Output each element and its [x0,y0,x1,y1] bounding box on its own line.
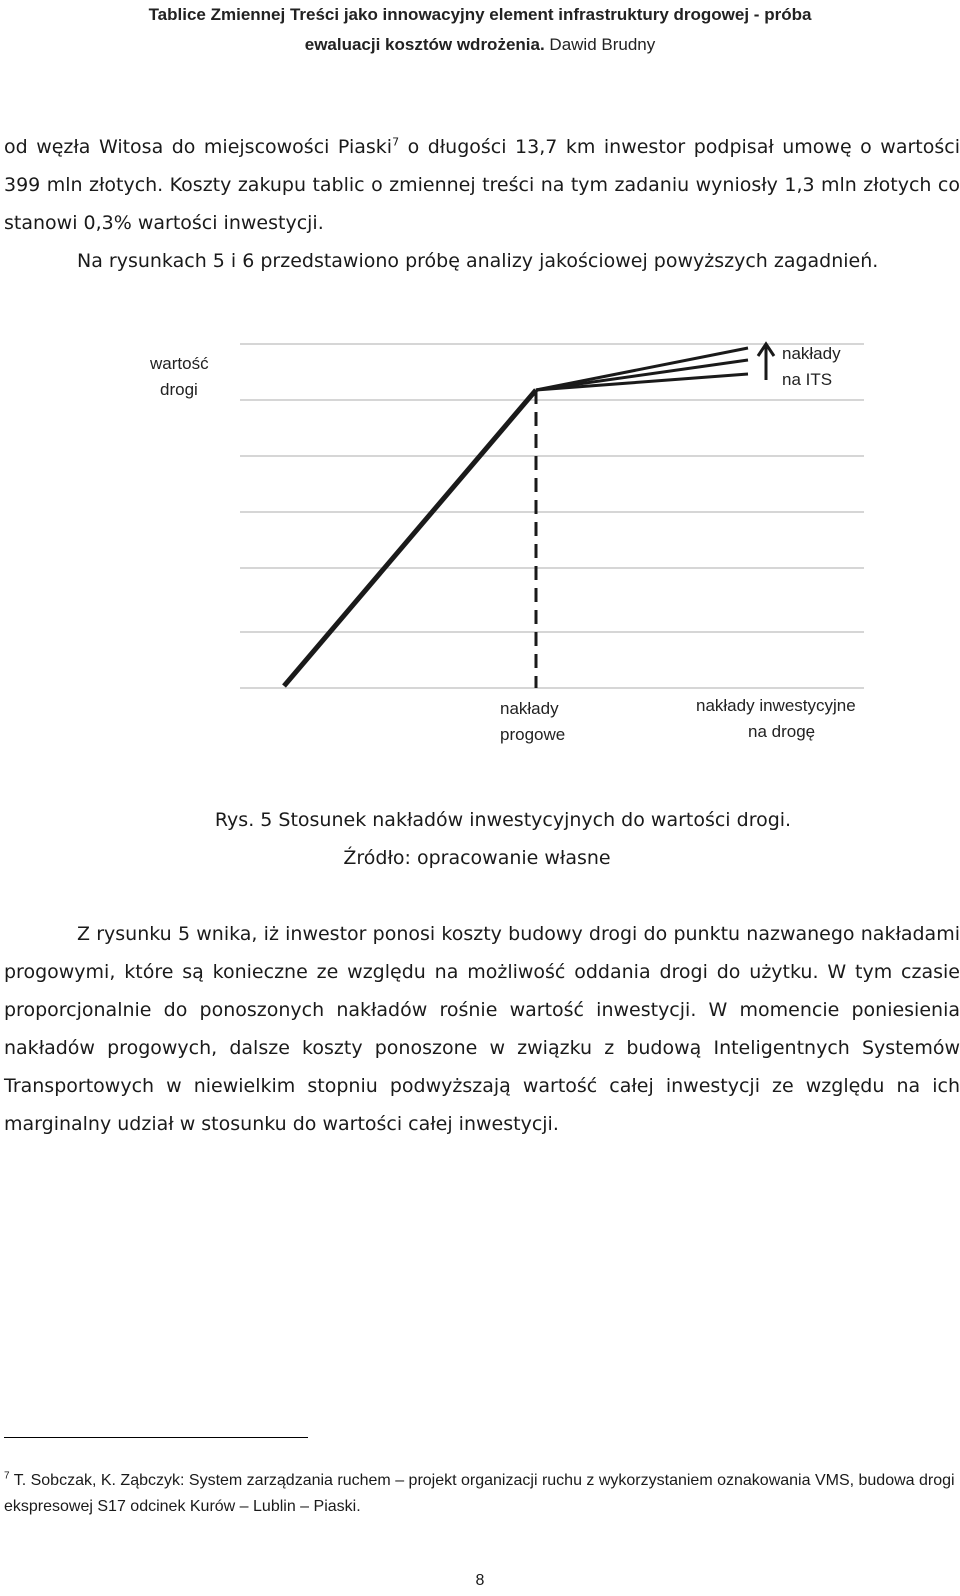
page-number: 8 [475,1572,485,1589]
running-header [0,0,960,60]
footnote [4,1468,960,1520]
y-axis-label-line-2: drogi [160,380,198,399]
footnote-ref: 7 [392,135,400,149]
x-axis-label-line-2: na drogę [748,722,816,741]
caption-source: Źródło: opracowanie własne [343,847,611,869]
up-arrow-icon [758,344,774,380]
footnote-number: 7 [4,1470,10,1482]
header-author: Dawid Brudny [544,35,656,54]
its-spending-lines [536,348,748,390]
its-label-line-2: na ITS [782,370,833,389]
footnote-text: T. Sobczak, K. Ząbczyk: System zarządzania ruchem – projekt organizacji ruchu z wykorzystaniem oznakowania VMS, budowa drogi ekspresowej S17 odcinek Kurów – Lublin – Piaski. [4,1472,955,1515]
header-line-1: Tablice Zmiennej Treści jako innowacyjny element infrastruktury drogowej - próba [148,5,812,24]
value-growth-line [284,390,536,686]
grid-lines [240,344,864,688]
paragraph-3: Z rysunku 5 wnika, iż inwestor ponosi koszty budowy drogi do punktu nazwanego nakładami progowymi, które są konieczne ze względu na możliwość oddania drogi do użytku. W tym czasie proporcjonalnie do ponoszonych nakładów rośnie wartość inwestycji. W momencie poniesienia nakładów progowych, dalsze koszty ponoszone w związku z budową Inteligentnych Systemów Transportowych w niewielkim stopniu podwyższają wartość całej inwestycji ze względu na ich marginalny udział w stosunku do wartości całej inwestycji. [4,923,960,1135]
caption-title: Rys. 5 Stosunek nakładów inwestycyjnych do wartości drogi. [214,809,792,831]
threshold-label-line-1: nakłady [500,699,559,718]
its-label-line-1: nakłady [782,344,841,363]
header-title-end: ewaluacji kosztów wdrożenia. [304,35,545,54]
header-line-2 [0,30,960,60]
footnote-separator [4,1437,308,1438]
threshold-label-line-2: progowe [500,725,566,744]
figure-value-vs-investment [140,336,880,756]
y-axis-label-line-1: wartość [150,354,209,373]
paragraph-2: Na rysunkach 5 i 6 przedstawiono próbę analizy jakościowej powyższych zagadnień. [77,250,879,272]
paragraph-1: od węzła Witosa do miejscowości Piaski$^7$ o długości 13,7 km inwestor podpisał umowę o wartości 399 mln złotych. Koszty zakupu tablic o zmiennej treści na tym zadaniu wyniosły 1,3 mln złotych co stanowi 0,3% wartości inwestycji. [4,135,960,234]
x-axis-label-line-1: nakłady inwestycyjne [696,696,856,715]
figure-caption [0,801,960,877]
